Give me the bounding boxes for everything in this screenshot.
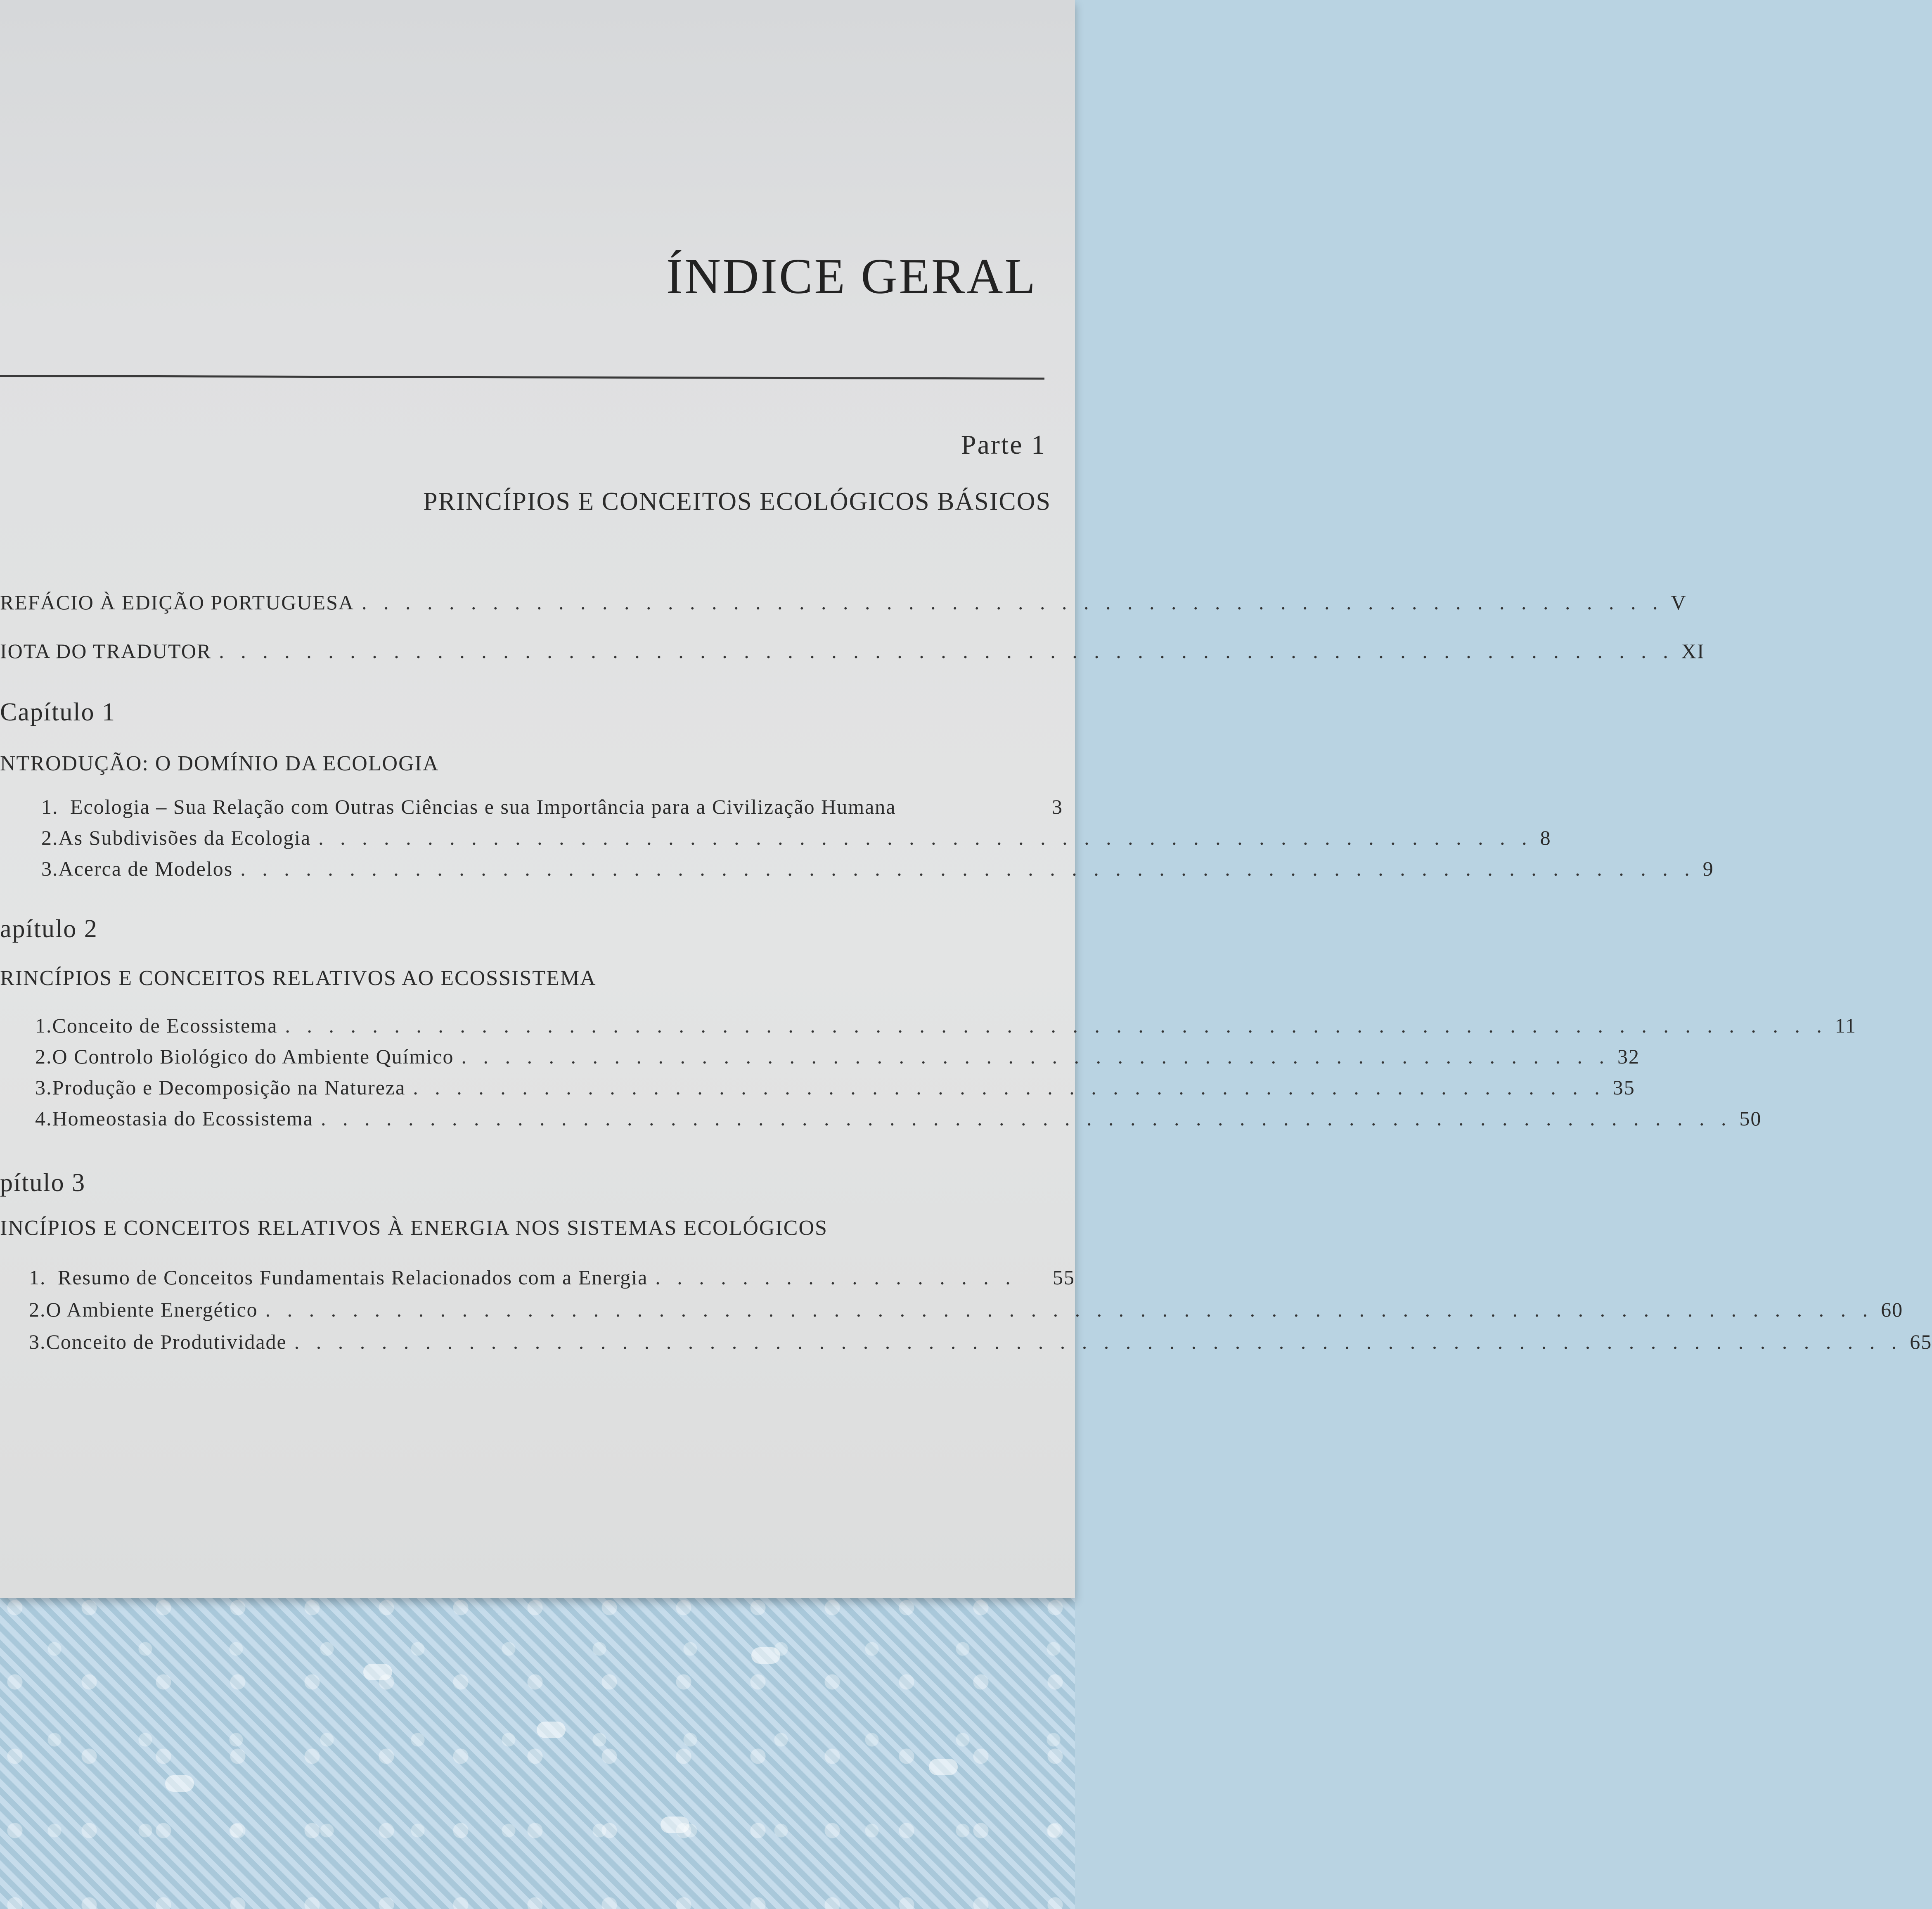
toc-entry[interactable] xyxy=(29,1265,1075,1289)
toc-entry-page: 65 xyxy=(1910,1330,1932,1353)
leader-dots: . . . . . . . . . . . . . . . . . . . . . . . . . . . . . . . . . . . . . . . . . . . . . . . . . . . . . . . . . . . . . . . . . . . . . . . xyxy=(285,1014,1828,1037)
leader-dots: . . . . . . . . . . . . . . . . . xyxy=(655,1266,1016,1289)
toc-entry-page: V xyxy=(1671,591,1687,614)
toc-entry-preface[interactable] xyxy=(0,590,1687,614)
toc-entry[interactable] xyxy=(29,1298,1904,1322)
toc-entry-number: 4. xyxy=(35,1107,52,1130)
toc-entry-page: 35 xyxy=(1612,1076,1635,1099)
toc-entry-number: 2. xyxy=(29,1298,46,1321)
toc-entry[interactable] xyxy=(35,1106,1762,1130)
toc-entry[interactable] xyxy=(41,795,1063,819)
leader-dots: . . . . . . . . . . . . . . . . . . . . . . . . . . . . . . . . . . . . . . . . . . . . . . . . . . . . . . . xyxy=(413,1076,1605,1099)
toc-entry-label: Ecologia – Sua Relação com Outras Ciências e sua Importância para a Civilização Humana xyxy=(70,795,896,818)
toc-entry-number: 3. xyxy=(29,1330,46,1353)
toc-entry-page: 60 xyxy=(1881,1298,1904,1321)
toc-entry-page: 50 xyxy=(1739,1107,1762,1130)
chapter-title: NTRODUÇÃO: O DOMÍNIO DA ECOLOGIA xyxy=(0,752,439,775)
toc-entry-page: XI xyxy=(1681,639,1705,663)
toc-entry[interactable] xyxy=(29,1330,1932,1354)
toc-entry-label: O Ambiente Energético xyxy=(46,1298,258,1321)
leader-dots: . . . . . . . . . . . . . . . . . . . . . . . . . . . . . . . . . . . . . . . . . . . . . . . . . . . . . xyxy=(461,1045,1610,1068)
toc-entry[interactable] xyxy=(35,1045,1640,1068)
leader-dots: . . . . . . . . . . . . . . . . . . . . . . . . . . . . . . . . . . . . . . . . . . . . . . . . . . . . . . . . . . . . . . . . . . . xyxy=(219,639,1674,663)
toc-entry-number: 1. xyxy=(35,1014,52,1037)
fabric-knot xyxy=(661,1817,689,1833)
leader-dots: . . . . . . . . . . . . . . . . . . . . . . . . . . . . . . . . . . . . . . . . . . . . . . . . . . . . . . . . xyxy=(318,826,1533,849)
leader-dots: . . . . . . . . . . . . . . . . . . . . . . . . . . . . . . . . . . . . . . . . . . . . . . . . . . . . . . . . . . . . xyxy=(361,591,1664,614)
leader-dots: . . . . . . . . . . . . . . . . . . . . . . . . . . . . . . . . . . . . . . . . . . . . . . . . . . . . . . . . . . . . . . . . . . . . . . . . . . xyxy=(294,1330,1903,1353)
chapter-heading: apítulo 2 xyxy=(0,915,98,943)
fabric-background xyxy=(0,1585,1075,1909)
toc-entry[interactable] xyxy=(35,1075,1635,1099)
toc-entry-label: Conceito de Produtividade xyxy=(46,1330,287,1353)
chapter-title: RINCÍPIOS E CONCEITOS RELATIVOS AO ECOSSISTEMA xyxy=(0,966,597,990)
toc-entry[interactable] xyxy=(35,1014,1857,1037)
chapter-heading: Capítulo 1 xyxy=(0,698,116,726)
toc-entry-page: 11 xyxy=(1835,1014,1857,1037)
toc-entry-page: 9 xyxy=(1702,857,1714,880)
toc-entry-number: 2. xyxy=(35,1045,52,1068)
toc-entry-label: Resumo de Conceitos Fundamentais Relacionados com a Energia xyxy=(58,1266,648,1289)
toc-entry-label: Homeostasia do Ecossistema xyxy=(52,1107,313,1130)
toc-entry[interactable] xyxy=(41,826,1551,850)
leader-dots: . . . . . . . . . . . . . . . . . . . . . . . . . . . . . . . . . . . . . . . . . . . . . . . . . . . . . . . . . . . . . . . . . . . xyxy=(240,857,1695,880)
part-label: Parte 1 xyxy=(961,430,1046,460)
toc-entry-number: 2. xyxy=(41,826,59,849)
leader-dots: . . . . . . . . . . . . . . . . . . . . . . . . . . . . . . . . . . . . . . . . . . . . . . . . . . . . . . . . . . . . . . . . . xyxy=(320,1107,1732,1130)
fabric-knot xyxy=(363,1664,392,1680)
fabric-knot xyxy=(537,1722,566,1738)
part-title: PRINCÍPIOS E CONCEITOS ECOLÓGICOS BÁSICOS xyxy=(423,488,1051,516)
toc-entry-label: Produção e Decomposição na Natureza xyxy=(52,1076,406,1099)
toc-entry-label: O Controlo Biológico do Ambiente Químico xyxy=(52,1045,454,1068)
fabric-knot xyxy=(751,1647,780,1664)
toc-entry-page: 8 xyxy=(1540,826,1551,849)
toc-entry[interactable] xyxy=(41,857,1714,881)
toc-entry-label: IOTA DO TRADUTOR xyxy=(0,639,212,663)
toc-entry-page: 55 xyxy=(1053,1266,1075,1289)
chapter-heading: pítulo 3 xyxy=(0,1169,86,1197)
toc-entry-page: 3 xyxy=(1052,795,1063,818)
leader-dots: . . . . . . . . . . . . . . . . . . . . . . . . . . . . . . . . . . . . . . . . . . . . . . . . . . . . . . . . . . . . . . . . . . . . . . . . . . xyxy=(265,1298,1874,1321)
fabric-knot xyxy=(929,1759,958,1775)
toc-entry-label: As Subdivisões da Ecologia xyxy=(58,826,311,849)
title-rule xyxy=(0,375,1044,380)
toc-entry-number: 3. xyxy=(35,1076,52,1099)
toc-entry-label: Conceito de Ecossistema xyxy=(52,1014,278,1037)
fabric-knot xyxy=(165,1775,194,1792)
toc-entry-label: Acerca de Modelos xyxy=(58,857,233,880)
page-title: ÍNDICE GERAL xyxy=(666,249,1037,304)
toc-entry-translator-note[interactable] xyxy=(0,639,1705,663)
toc-entry-page: 32 xyxy=(1617,1045,1640,1068)
toc-entry-number: 1. xyxy=(41,795,59,818)
toc-entry-number: 3. xyxy=(41,857,59,880)
toc-entry-label: REFÁCIO À EDIÇÃO PORTUGUESA xyxy=(0,591,354,614)
chapter-title: INCÍPIOS E CONCEITOS RELATIVOS À ENERGIA NOS SISTEMAS ECOLÓGICOS xyxy=(0,1216,828,1240)
toc-entry-number: 1. xyxy=(29,1266,46,1289)
